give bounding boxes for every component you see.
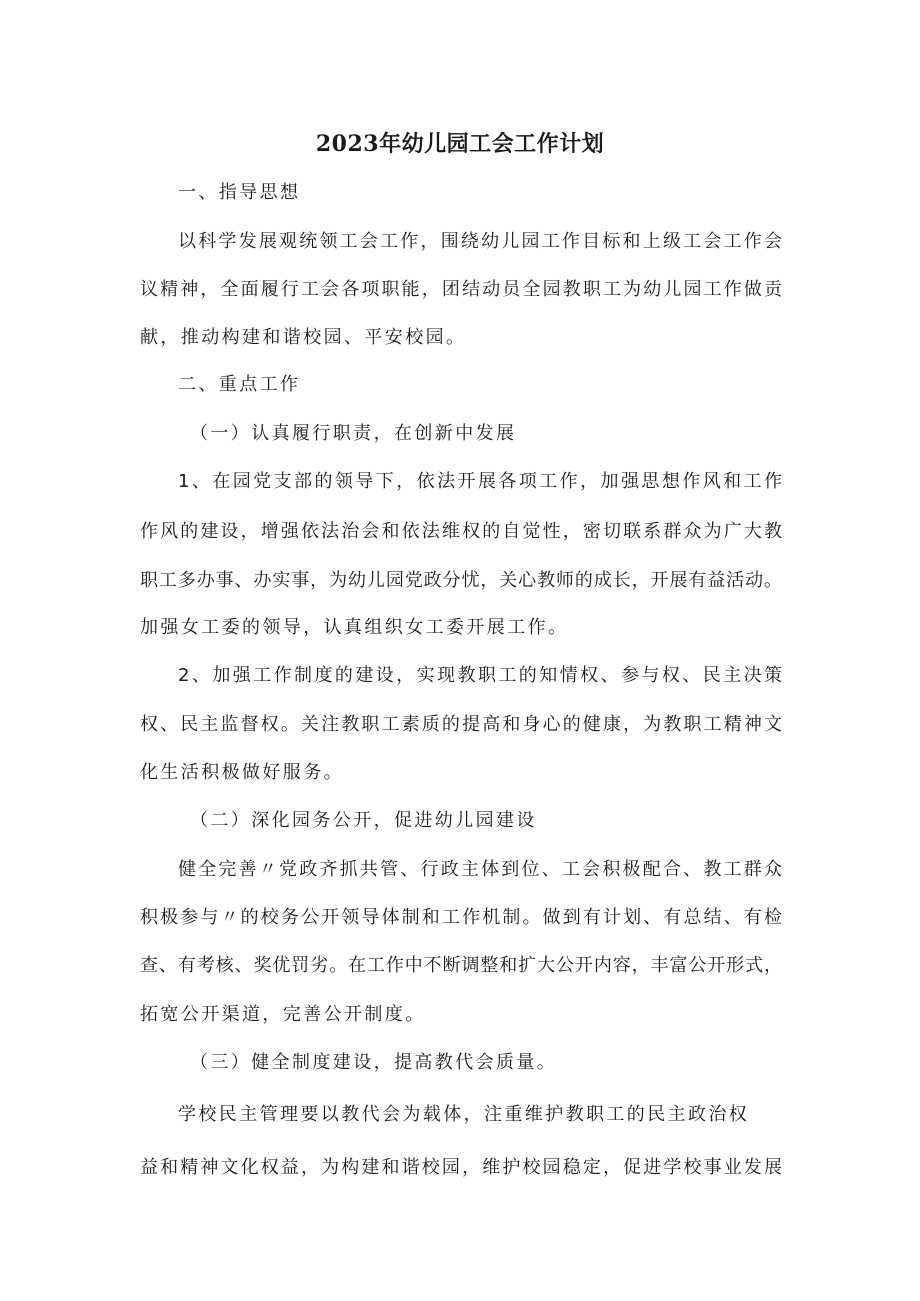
paragraph-line: 化生活积极做好服务。 — [140, 762, 344, 783]
document-title: 2023年幼儿园工会工作计划 — [315, 131, 605, 157]
paragraph-line: 职工多办事、办实事，为幼儿园党政分忧，关心教师的成长，开展有益活动。 — [140, 570, 782, 591]
paragraph-line: 2、加强工作制度的建设，实现教职工的知情权、参与权、民主决策 — [178, 665, 782, 686]
paragraph-line: 献，推动构建和谐校园、平安校园。 — [140, 327, 467, 348]
paragraph-line: 1、在园党支部的领导下，依法开展各项工作，加强思想作风和工作 — [178, 471, 782, 492]
section-heading-key-work: 二、重点工作 — [178, 374, 301, 395]
paragraph-line: 议精神，全面履行工会各项职能，团结动员全园教职工为幼儿园工作做贡 — [140, 279, 782, 300]
paragraph-line: 学校民主管理要以教代会为载体，注重维护教职工的民主政治权 — [178, 1104, 750, 1125]
subsection-heading-2: （二）深化园务公开，促进幼儿园建设 — [190, 810, 537, 831]
paragraph-line: 拓宽公开渠道，完善公开制度。 — [140, 1004, 426, 1025]
subsection-heading-3: （三）健全制度建设，提高教代会质量。 — [190, 1052, 558, 1073]
paragraph-line: 积极参与〃的校务公开领导体制和工作机制。做到有计划、有总结、有检 — [140, 907, 782, 928]
paragraph-line: 权、民主监督权。关注教职工素质的提高和身心的健康，为教职工精神文 — [140, 714, 782, 735]
paragraph-line: 作风的建设，增强依法治会和依法维权的自觉性，密切联系群众为广大教 — [140, 521, 782, 542]
section-heading-guiding-ideology: 一、指导思想 — [178, 182, 301, 203]
paragraph-line: 健全完善〃党政齐抓共管、行政主体到位、工会积极配合、教工群众 — [178, 859, 782, 880]
paragraph-line: 以科学发展观统领工会工作，围绕幼儿园工作目标和上级工会工作会 — [178, 231, 782, 252]
paragraph-line: 加强女工委的领导，认真组织女工委开展工作。 — [140, 617, 569, 638]
paragraph-line: 查、有考核、奖优罚劣。在工作中不断调整和扩大公开内容，丰富公开形式， — [140, 955, 782, 976]
paragraph-line: 益和精神文化权益，为构建和谐校园，维护校园稳定，促进学校事业发展 — [140, 1157, 782, 1178]
subsection-heading-1: （一）认真履行职责，在创新中发展 — [190, 423, 517, 444]
